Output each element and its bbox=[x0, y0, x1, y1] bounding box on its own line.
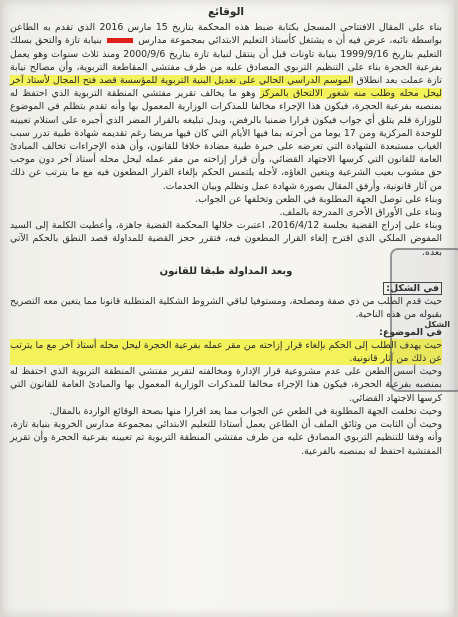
paragraph-1 bbox=[10, 21, 442, 193]
merits-heading: في الموضوع: bbox=[379, 326, 442, 338]
paragraph-1-part-b: بنيابة تازة والتحق بسلك التعليم بتاريخ 1999/9/16 بنيابة تاونات قبل أن ينتقل لنيابة تازة بتاريخ 2000/9/6 ومنذ ثلاث سنوات وهو يعمل بفرعية الحجرة بناء على التنظيم التربوي المصادق عليه من طرف مفتشي المقاطعة التربوية، وأن مصالح نيابة تازة عملت بعد انطلاق bbox=[10, 35, 442, 87]
section-title-facts: الوقائع bbox=[207, 6, 245, 18]
paragraph-2: وبناء على توصل الجهة المطلوبة في الطعن وتخلفها عن الجواب. bbox=[195, 193, 442, 205]
paragraph-4: وبناء على إدراج القضية بجلسة 2016/4/12، اعتبرت خلالها المحكمة القضية جاهزة، وأعطيت الكلمة إلى السيد المفوض الملكي الذي اقترح إلغاء القرار المطعون فيه، فتقرر حجز القضية للمداولة قصد النطق بالحكم الآتي بعده. bbox=[10, 220, 442, 258]
highlighted-passage-1: الموسم الدراسي الحالي على تعديل البنية التربوية للمؤسسة قصد فتح المجال لأستاذ آخر ليحل محله وطلب منه شغور الالتحاق بالمركز bbox=[10, 75, 442, 100]
paragraph-6: وحيث تخلفت الجهة المطلوبة في الطعن عن الجواب مما يعد اقرارا منها بصحة الوقائع الواردة بالمقال. bbox=[49, 405, 442, 417]
section-title-deliberation: وبعد المداولة طبقا للقانون bbox=[159, 265, 293, 277]
document-body bbox=[10, 6, 442, 458]
highlighted-passage-2: حيث يهدف الطلب إلى الحكم بإلغاء قرار إزاحته من مقر عمله بفرعية الحجرة ليحل محله أستاذ آخر مع ما يترتب عن ذلك من آثار قانونية. bbox=[10, 339, 442, 365]
stamp-label: الشكل bbox=[424, 320, 450, 329]
paragraph-form: حيث قدم الطلب من ذي صفة ومصلحة، ومستوفيا لباقي الشروط الشكلية المتطلبة قانونا مما يتعين معه التصريح بقبوله من هذه الناحية. bbox=[10, 296, 442, 321]
form-heading bbox=[10, 282, 442, 295]
form-heading-box: في الشكل: bbox=[383, 282, 442, 295]
paragraph-1-part-a: بناء على المقال الافتتاحي المسجل بكتابة ضبط هذه المحكمة بتاريخ 15 مارس 2016 الذي تقدم به الطاعن بواسطة نائبه، عرض فيه أن ه يشتغل كأستاذ التعليم الابتدائي بمجموعة مدارس bbox=[10, 22, 443, 47]
redaction-mark bbox=[107, 38, 133, 43]
paragraph-3: وبناء على الأوراق الأخرى المدرجة بالملف. bbox=[279, 207, 442, 219]
paragraph-7: وحيث أن الثابت من وثائق الملف أن الطاعن يعمل أستاذا للتعليم الابتدائي بمجموعة مدارس الخروبة بنيابة تازة، وأنه وفقا للتنظيم التربوي المصادق عليه من طرف مفتشي المنطقة التربوية تم تعيينه بفرعية الحجرة وأن تقرير المفتشية احتفظ له بمنصبه بالفرعية. bbox=[10, 419, 442, 457]
paragraph-5: وحيث أسس الطعن على عدم مشروعية قرار الإدارة ومخالفته لتقرير مفتشي المنطقة التربوية الذي احتفظ له بمنصبه بفرعية الحجرة، فيكون هذا الإجراء مخالفا للمذكرات الوزارية المعمول بها والمبادئ العامة للقانون التي كرسها الاجتهاد القضائي. bbox=[10, 366, 442, 404]
paragraph-1-part-c: وهو ما يخالف تقرير مفتشي المنطقة التربوية الذي احتفظ له بمنصبه بفرعية الحجرة، فيكون هذا الإجراء مخالفا للمذكرات الوزارية المعمول بها وأنه تقدم بتظلم في الموضوع للوزارة فلم يتلق أي جواب فيكون قرارا ضمنيا بالرفض، وبدل تبليغه بالقرار المضر الذي أجبره على استلام تعيينه للوحدة المركزية ومن 17 يوما من أجرته بما فيها الأيام التي كان فيها مريضا رغم تقديمه شهادة طبية تدرر سبب الغياب مستبعدة الشهادة التي تعرضه على خبرة طبية مضادة خلافا للقانون، وأن هذه الإجراءات تخالف المبادئ العامة للقانون التي كرسها الاجتهاد القضائي، وأن قرار إزاحته من مقر عمله ليحل محله أستاذ آخر دون موجب حق مشوب بعيب الشرعية ويتعين الغاؤه، لأجله يلتمس الحكم بإلغاء القرار المطعون فيه مع ما يترتب عن ذلك من آثار قانونية، وأرفق المقال بصورة شهادة عمل وتظلم وبيان الخدمات. bbox=[10, 88, 442, 192]
